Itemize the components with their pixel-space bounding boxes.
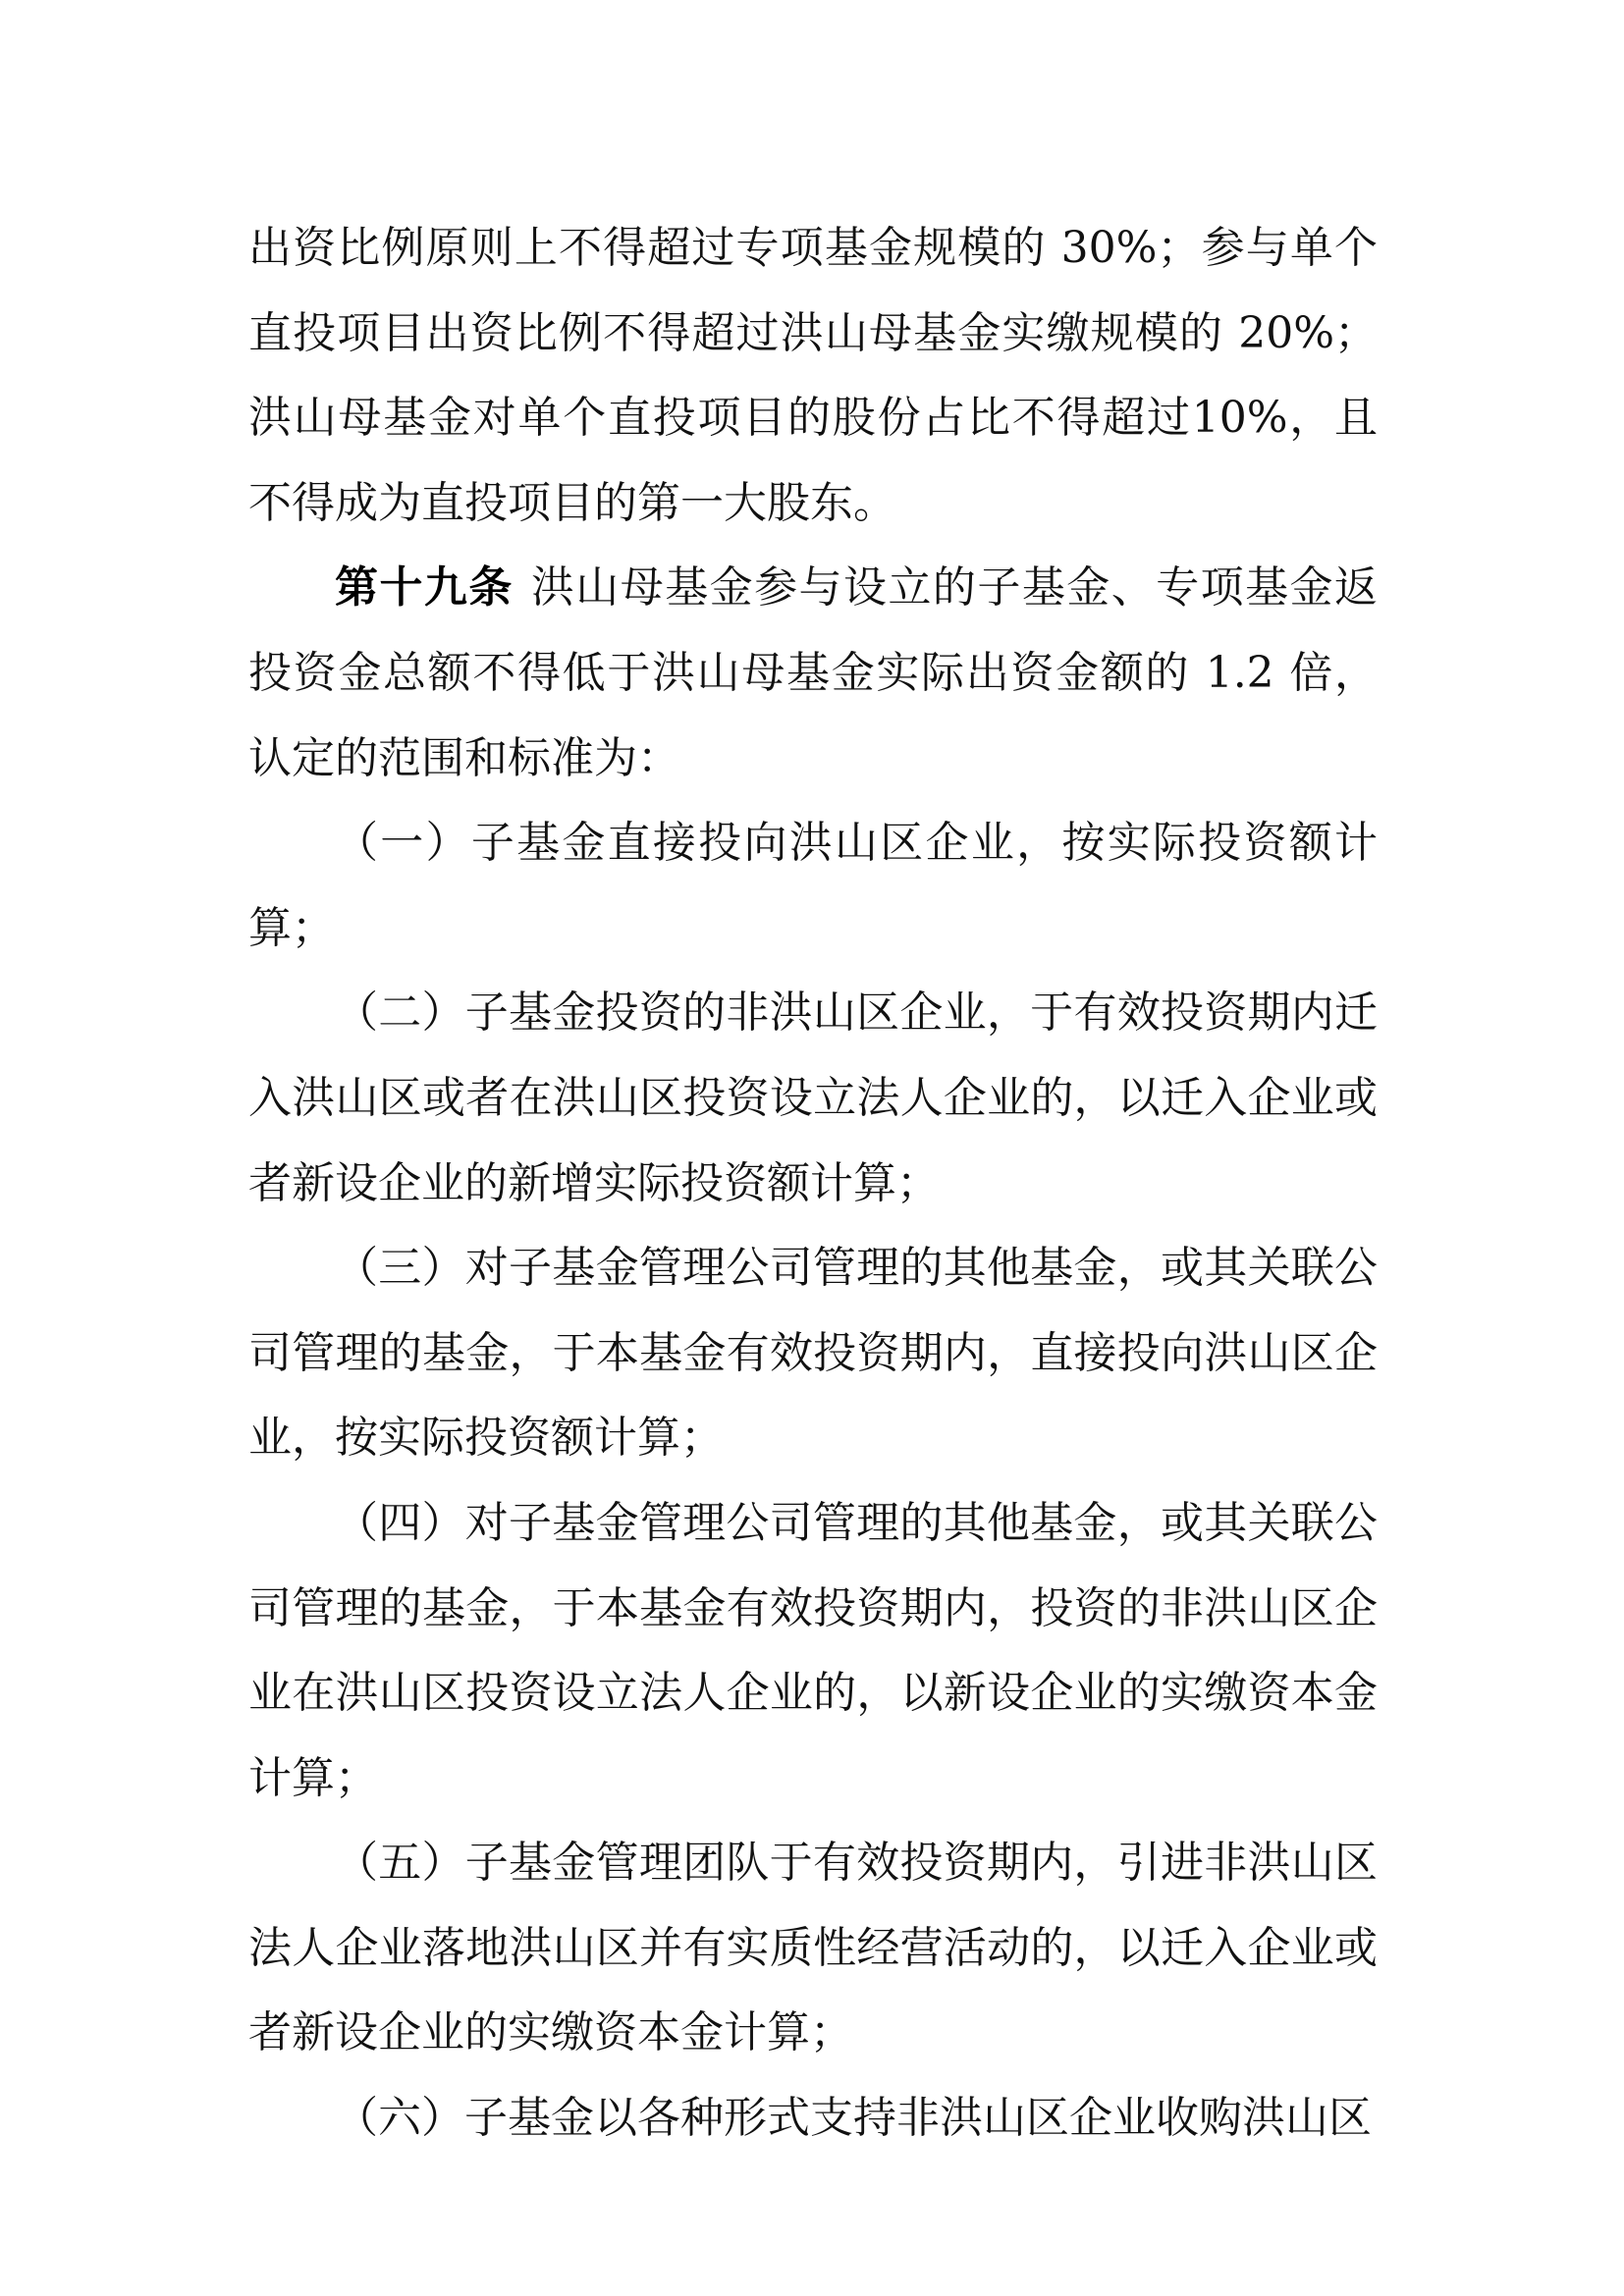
paragraph-continuation — [248, 206, 1378, 546]
article-heading: 第十九条 — [335, 562, 514, 614]
list-item-text: （五）子基金管理团队于有效投资期内，引进非洪山区法人企业落地洪山区并有实质性经营活动的，以迁入企业或者新设企业的实缴资本金计算； — [248, 1838, 1378, 2058]
list-item — [248, 801, 1378, 971]
list-item — [248, 971, 1378, 1226]
document-body — [248, 206, 1378, 2162]
list-item — [248, 2076, 1378, 2162]
list-item-text: （二）子基金投资的非洪山区企业，于有效投资期内迁入洪山区或者在洪山区投资设立法人企业的，以迁入企业或者新设企业的新增实际投资额计算； — [248, 988, 1378, 1208]
list-item-text: （六）子基金以各种形式支持非洪山区企业收购洪山区 — [335, 2093, 1372, 2144]
list-item-text: （三）对子基金管理公司管理的其他基金，或其关联公司管理的基金，于本基金有效投资期内，直接投向洪山区企业，按实际投资额计算； — [248, 1243, 1378, 1464]
list-item — [248, 1821, 1378, 2076]
paragraph-text: 洪山母基金参与设立的子基金、专项基金返投资金总额不得低于洪山母基金实际出资金额的 1.2 倍，认定的范围和标准为： — [248, 562, 1379, 783]
list-item — [248, 1226, 1378, 1481]
list-item-text: （一）子基金直接投向洪山区企业，按实际投资额计算； — [248, 818, 1378, 953]
article-19-paragraph — [248, 546, 1378, 801]
list-item-text: （四）对子基金管理公司管理的其他基金，或其关联公司管理的基金，于本基金有效投资期内，投资的非洪山区企业在洪山区投资设立法人企业的，以新设企业的实缴资本金计算； — [248, 1497, 1378, 1803]
list-item — [248, 1481, 1378, 1821]
paragraph-text: 出资比例原则上不得超过专项基金规模的 30%；参与单个直投项目出资比例不得超过洪山母基金实缴规模的 20%；洪山母基金对单个直投项目的股份占比不得超过10%，且不得成为直投项目的第一大股东。 — [248, 223, 1378, 528]
